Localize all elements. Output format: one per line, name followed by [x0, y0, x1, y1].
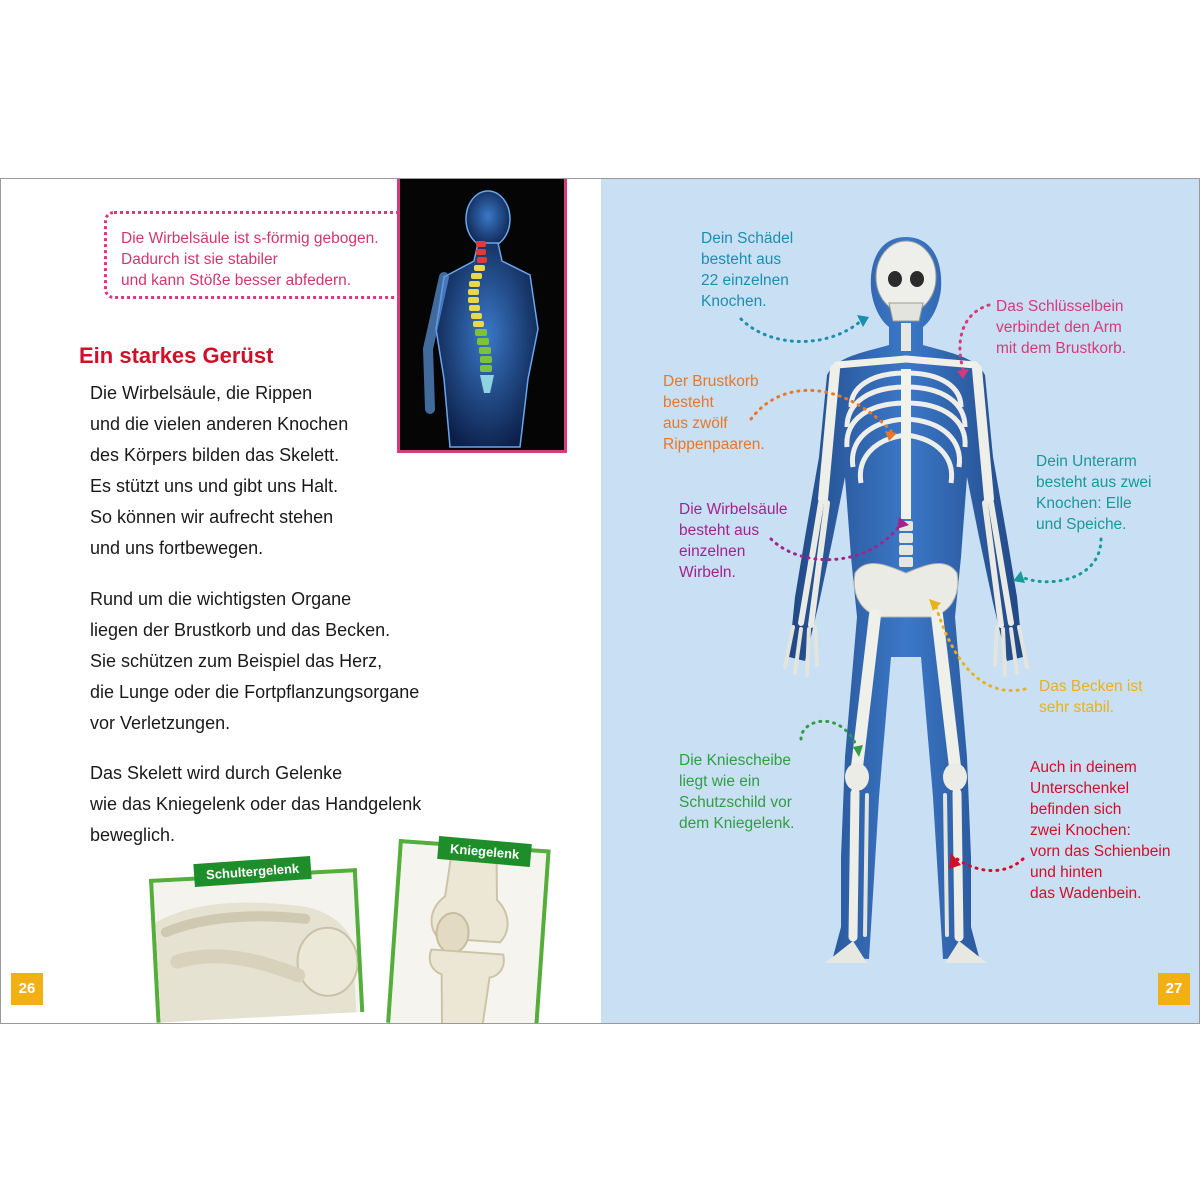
- ribcage-annotation: Der Brustkorb besteht aus zwölf Rippenpaaren.: [663, 373, 765, 453]
- knee-joint-label: Kniegelenk: [437, 836, 532, 867]
- forearm-annotation: Dein Unterarm besteht aus zwei Knochen: Elle und Speiche.: [1036, 453, 1152, 533]
- page-number-right: 27: [1158, 973, 1190, 1005]
- right-page: [601, 179, 1199, 1023]
- left-page: [1, 179, 601, 1023]
- spine-xray-image: [397, 179, 567, 453]
- shoulder-joint-image: [149, 868, 364, 1023]
- paragraph-skeleton: Die Wirbelsäule, die Rippen und die vielen anderen Knochen des Körpers bilden das Skelett. Es stützt uns und gibt uns Halt. So können wir aufrecht stehen und uns fortbewegen.: [90, 383, 349, 558]
- paragraph-organs: Rund um die wichtigsten Organe liegen der Brustkorb und das Becken. Sie schützen zum Beispiel das Herz, die Lunge oder die Fortpflanzungsorgane vor Verletzungen.: [90, 589, 420, 733]
- spine-annotation: Die Wirbelsäule besteht aus einzelnen Wirbeln.: [679, 501, 788, 581]
- shoulder-joint-label: Schultergelenk: [193, 856, 312, 887]
- book-spread: [0, 178, 1200, 1024]
- section-heading: Ein starkes Gerüst: [79, 343, 274, 368]
- paragraph-joints: Das Skelett wird durch Gelenke wie das Kniegelenk oder das Handgelenk beweglich.: [90, 763, 422, 845]
- kneecap-annotation: Die Kniescheibe liegt wie ein Schutzschild vor dem Kniegelenk.: [679, 752, 795, 832]
- lower-leg-annotation: Auch in deinem Unterschenkel befinden sich zwei Knochen: vorn das Schienbein und hinten das Wadenbein.: [1030, 759, 1171, 902]
- collarbone-annotation: Das Schlüsselbein verbindet den Arm mit dem Brustkorb.: [996, 298, 1127, 357]
- pelvis-annotation: Das Becken ist sehr stabil.: [1039, 678, 1143, 716]
- skull-annotation: Dein Schädel besteht aus 22 einzelnen Knochen.: [701, 230, 794, 310]
- page-number-left: 26: [11, 973, 43, 1005]
- info-box-text: Die Wirbelsäule ist s-förmig gebogen. Dadurch ist sie stabiler und kann Stöße besser abfedern.: [121, 230, 379, 289]
